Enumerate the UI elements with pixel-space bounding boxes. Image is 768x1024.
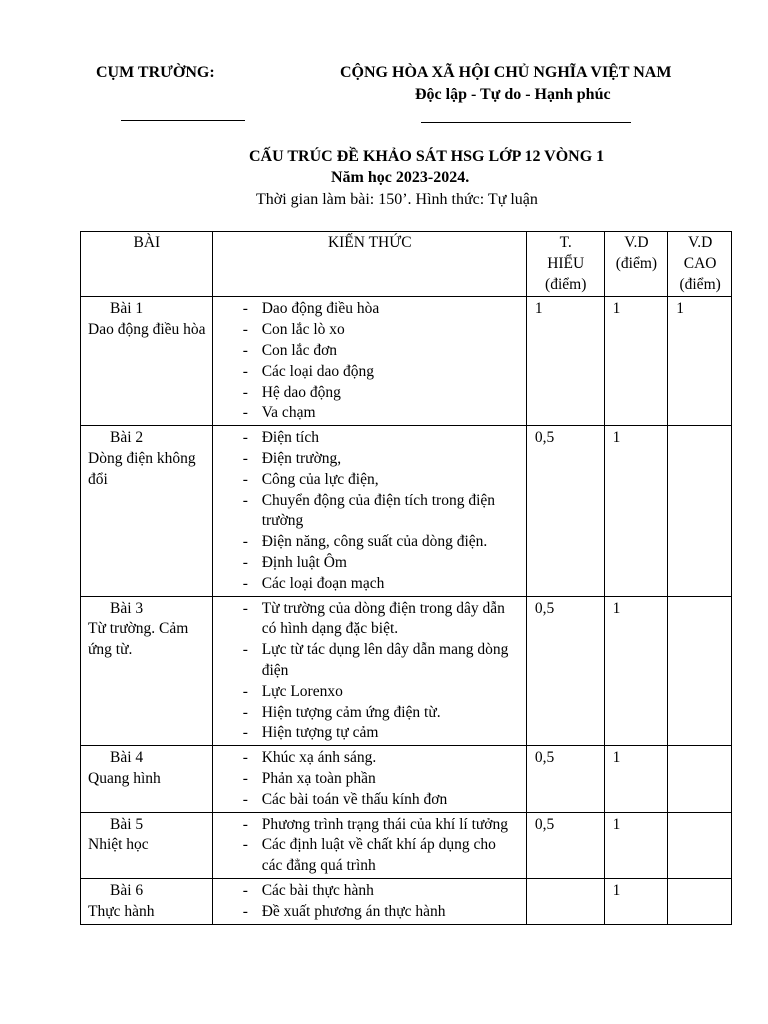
- topic-item: [220, 703, 520, 724]
- bullet-dash: -: [242, 321, 248, 339]
- bai-number: Bài 3: [110, 599, 144, 617]
- bullet-dash: -: [242, 491, 248, 509]
- topic-item: [220, 682, 520, 703]
- bullet-dash: -: [242, 362, 248, 380]
- bullet-dash: -: [242, 533, 248, 551]
- van-dung-score: 1: [604, 878, 668, 924]
- topic-item: [220, 449, 520, 470]
- bai-name: Dòng điện không đổi: [88, 449, 196, 488]
- bullet-dash: -: [242, 429, 248, 447]
- topic-item: [220, 532, 520, 553]
- van-dung-cao-score: [668, 746, 732, 812]
- table-row: [81, 297, 732, 426]
- topic-item: [220, 320, 520, 341]
- bullet-dash: -: [242, 703, 248, 721]
- topic-item: [220, 341, 520, 362]
- bullet-dash: -: [242, 341, 248, 359]
- bai-name: Từ trường. Cảm ứng từ.: [88, 620, 189, 659]
- bai-name: Nhiệt học: [88, 836, 149, 854]
- topic-text: Dao động điều hòa: [261, 300, 380, 318]
- topic-text: Điện năng, công suất của dòng điện.: [261, 533, 488, 551]
- van-dung-cao-score: [668, 878, 732, 924]
- topic-list: [220, 881, 520, 923]
- thong-hieu-score: 0,5: [526, 596, 604, 746]
- topic-text: Lực Lorenxo: [261, 682, 343, 700]
- table-row: [81, 426, 732, 596]
- bai-cell: [81, 426, 213, 596]
- topic-text: Hệ dao động: [261, 383, 341, 401]
- kien-thuc-cell: [212, 812, 526, 878]
- exam-info: Thời gian làm bài: 150’. Hình thức: Tự luận: [256, 191, 538, 208]
- topic-item: [220, 383, 520, 404]
- topic-text: Các bài thực hành: [261, 881, 374, 899]
- bullet-dash: -: [242, 790, 248, 808]
- topic-item: [220, 362, 520, 383]
- topic-item: [220, 599, 520, 641]
- topic-text: Các bài toán về thấu kính đơn: [261, 790, 448, 808]
- bai-cell: [81, 878, 213, 924]
- topic-item: [220, 299, 520, 320]
- bullet-dash: -: [242, 599, 248, 617]
- bullet-dash: -: [242, 404, 248, 422]
- topic-item: [220, 640, 520, 682]
- bullet-dash: -: [242, 902, 248, 920]
- bullet-dash: -: [242, 881, 248, 899]
- topic-text: Phương trình trạng thái của khí lí tưởng: [261, 815, 508, 833]
- left-divider: [121, 120, 245, 121]
- header-van-dung-line: V.D: [624, 234, 649, 251]
- bullet-dash: -: [242, 449, 248, 467]
- topic-item: [220, 881, 520, 902]
- header-bai: BÀI: [81, 232, 213, 297]
- kien-thuc-cell: [212, 596, 526, 746]
- van-dung-score: 1: [604, 426, 668, 596]
- bullet-dash: -: [242, 749, 248, 767]
- bullet-dash: -: [242, 724, 248, 742]
- topic-text: Công của lực điện,: [261, 470, 379, 488]
- topic-item: [220, 470, 520, 491]
- table-row: [81, 878, 732, 924]
- header-van-dung-cao-line: CAO: [683, 254, 717, 272]
- bullet-dash: -: [242, 553, 248, 571]
- bai-cell: [81, 596, 213, 746]
- topic-item: [220, 553, 520, 574]
- table-row: [81, 746, 732, 812]
- topic-list: [220, 748, 520, 810]
- topic-item: [220, 723, 520, 744]
- header-van-dung: [604, 232, 668, 297]
- national-motto: Độc lập - Tự do - Hạnh phúc: [415, 86, 611, 103]
- bullet-dash: -: [242, 836, 248, 854]
- table-header-row: [81, 232, 732, 297]
- bai-cell: [81, 812, 213, 878]
- topic-text: Đề xuất phương án thực hành: [261, 902, 446, 920]
- topic-list: [220, 299, 520, 424]
- bullet-dash: -: [242, 641, 248, 659]
- van-dung-score: 1: [604, 596, 668, 746]
- topic-item: [220, 748, 520, 769]
- bai-name: Quang hình: [88, 769, 161, 787]
- topic-item: [220, 769, 520, 790]
- national-title: CỘNG HÒA XÃ HỘI CHỦ NGHĨA VIỆT NAM: [340, 64, 672, 81]
- topic-item: [220, 491, 520, 533]
- topic-item: [220, 403, 520, 424]
- van-dung-score: 1: [604, 812, 668, 878]
- kien-thuc-cell: [212, 878, 526, 924]
- school-cluster-label: CỤM TRƯỜNG:: [96, 64, 215, 81]
- table-row: [81, 812, 732, 878]
- topic-list: [220, 815, 520, 877]
- topic-text: Từ trường của dòng điện trong dây dẫn có hình dạng đặc biệt.: [261, 599, 505, 638]
- table-row: [81, 596, 732, 746]
- bai-number: Bài 5: [110, 815, 144, 833]
- school-year: Năm học 2023-2024.: [331, 169, 470, 186]
- topic-item: [220, 835, 520, 877]
- header-van-dung-cao-line: V.D: [688, 234, 713, 251]
- kien-thuc-cell: [212, 426, 526, 596]
- topic-item: [220, 574, 520, 595]
- topic-list: [220, 599, 520, 745]
- thong-hieu-score: 1: [526, 297, 604, 426]
- thong-hieu-score: 0,5: [526, 812, 604, 878]
- topic-text: Định luật Ôm: [261, 553, 347, 571]
- bai-number: Bài 4: [110, 749, 144, 767]
- topic-item: [220, 428, 520, 449]
- topic-item: [220, 815, 520, 836]
- bai-number: Bài 6: [110, 881, 144, 899]
- topic-text: Phản xạ toàn phần: [261, 769, 376, 787]
- topic-text: Các định luật về chất khí áp dụng cho các đẳng quá trình: [261, 836, 496, 875]
- van-dung-score: 1: [604, 297, 668, 426]
- topic-text: Con lắc lò xo: [261, 321, 345, 339]
- exam-structure-table: [80, 231, 732, 925]
- van-dung-score: 1: [604, 746, 668, 812]
- bai-cell: [81, 297, 213, 426]
- thong-hieu-score: [526, 878, 604, 924]
- topic-text: Va chạm: [261, 404, 316, 422]
- topic-text: Hiện tượng tự cảm: [261, 724, 379, 742]
- bullet-dash: -: [242, 383, 248, 401]
- topic-text: Hiện tượng cảm ứng điện từ.: [261, 703, 441, 721]
- topic-item: [220, 790, 520, 811]
- bullet-dash: -: [242, 815, 248, 833]
- topic-text: Các loại dao động: [261, 362, 375, 380]
- van-dung-cao-score: [668, 426, 732, 596]
- topic-text: Các loại đoạn mạch: [261, 574, 385, 592]
- bai-name: Dao động điều hòa: [88, 321, 206, 339]
- thong-hieu-score: 0,5: [526, 426, 604, 596]
- header-thong-hieu-line: T.: [559, 234, 572, 251]
- bai-number: Bài 2: [110, 429, 144, 447]
- header-van-dung-cao-line: (điểm): [679, 275, 721, 293]
- topic-text: Điện trường,: [261, 449, 342, 467]
- bullet-dash: -: [242, 300, 248, 318]
- header-kien-thuc: KIẾN THỨC: [212, 232, 526, 297]
- van-dung-cao-score: [668, 596, 732, 746]
- thong-hieu-score: 0,5: [526, 746, 604, 812]
- kien-thuc-cell: [212, 297, 526, 426]
- topic-text: Điện tích: [261, 429, 319, 447]
- header-van-dung-cao: [668, 232, 732, 297]
- bullet-dash: -: [242, 470, 248, 488]
- van-dung-cao-score: 1: [668, 297, 732, 426]
- bullet-dash: -: [242, 682, 248, 700]
- header-thong-hieu-line: HIỂU: [547, 254, 585, 272]
- header-van-dung-line: (điểm): [615, 254, 658, 272]
- topic-text: Khúc xạ ánh sáng.: [261, 749, 377, 767]
- document-title: CẤU TRÚC ĐỀ KHẢO SÁT HSG LỚP 12 VÒNG 1: [249, 148, 605, 165]
- right-divider: [421, 122, 631, 123]
- bai-cell: [81, 746, 213, 812]
- bullet-dash: -: [242, 574, 248, 592]
- topic-list: [220, 428, 520, 594]
- topic-text: Chuyển động của điện tích trong điện trường: [261, 491, 496, 530]
- header-thong-hieu-line: (điểm): [545, 275, 587, 293]
- topic-item: [220, 902, 520, 923]
- bai-name: Thực hành: [88, 902, 155, 920]
- topic-text: Con lắc đơn: [261, 341, 338, 359]
- bullet-dash: -: [242, 769, 248, 787]
- van-dung-cao-score: [668, 812, 732, 878]
- bai-number: Bài 1: [110, 300, 144, 318]
- topic-text: Lực từ tác dụng lên dây dẫn mang dòng điện: [261, 641, 509, 679]
- header-thong-hieu: [526, 232, 604, 297]
- kien-thuc-cell: [212, 746, 526, 812]
